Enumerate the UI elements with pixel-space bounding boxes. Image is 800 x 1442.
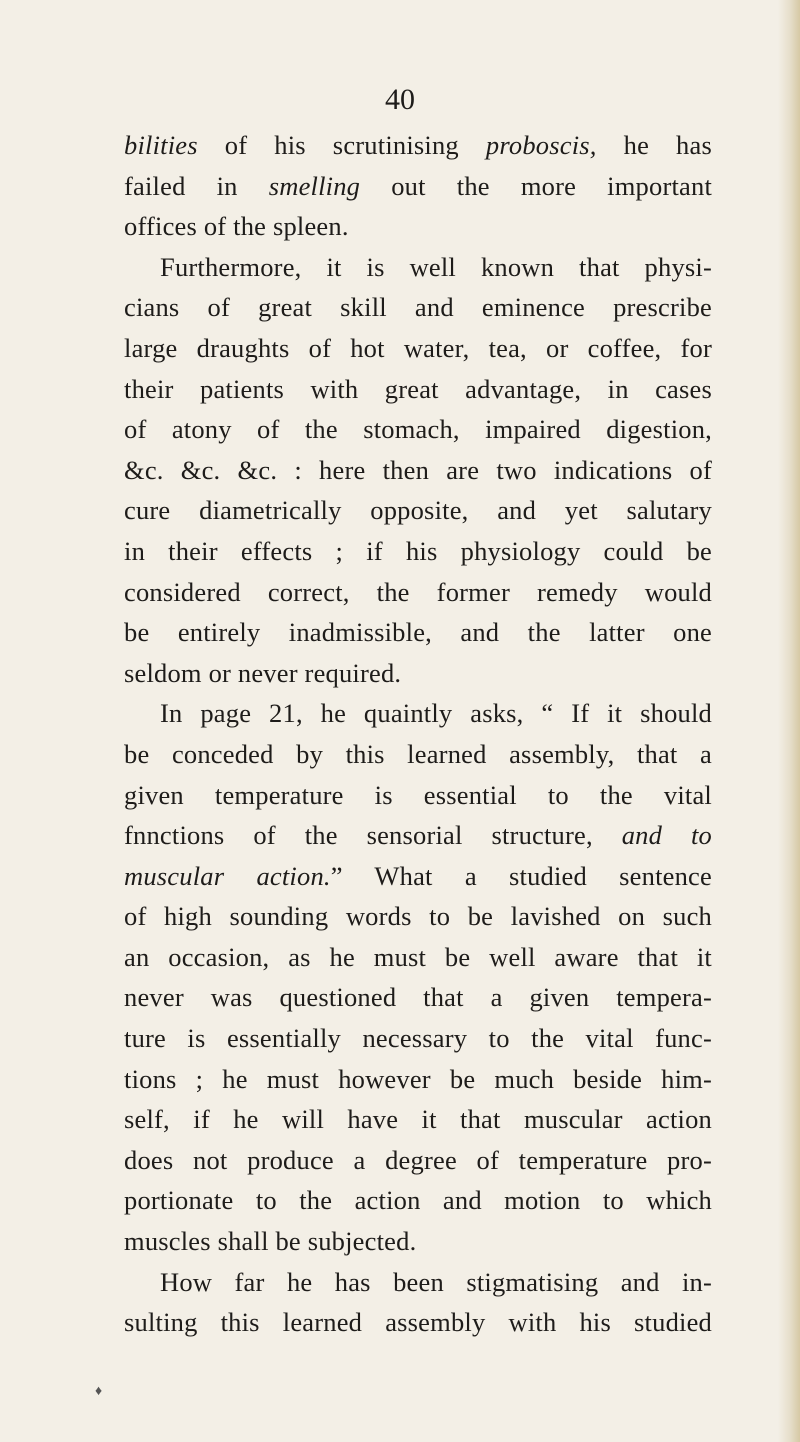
text-run: &c. &c. &c. : here then are two indications of [124,454,712,485]
text-run: of atony of the stomach, impaired digestion, [124,414,712,445]
page-number: 40 [385,83,415,116]
text-line [124,734,712,775]
text-line [124,206,712,247]
text-line [124,856,712,897]
italic-phrase: and to [621,820,712,851]
text-run: self, if he will have it that muscular action [124,1104,712,1135]
text-run: cure diametrically opposite, and yet salutary [124,495,712,526]
text-line [124,328,712,369]
text-run: portionate to the action and motion to which [124,1185,712,1216]
text-run: does not produce a degree of temperature pro- [124,1144,712,1175]
italic-phrase: proboscis, [485,130,597,160]
text-run: considered correct, the former remedy would [124,576,712,607]
text-run: failed in [124,170,269,201]
text-run: of his scrutinising [197,130,486,160]
text-line [124,1302,712,1343]
text-run: out the more important [360,170,713,201]
text-run: never was questioned that a given tempera- [124,982,712,1013]
text-run: given temperature is essential to the vital [124,779,712,810]
italic-phrase: smelling [268,170,361,201]
text-line [124,369,712,410]
text-line [124,693,712,734]
text-line [124,1140,712,1181]
text-run: be conceded by this learned assembly, that a [124,738,712,769]
text-line [124,1099,712,1140]
text-line [124,612,712,653]
text-line [124,287,712,328]
text-run: an occasion, as he must be well aware that it [124,941,712,972]
text-line [124,247,712,288]
text-run: Furthermore, it is well known that physi- [160,251,712,282]
page-edge-shadow [778,0,800,1442]
text-line [124,1180,712,1221]
text-run: sulting this learned assembly with his studied [124,1307,712,1338]
italic-phrase: bilities [124,130,198,160]
text-line [124,166,712,207]
text-run: he has [596,130,712,160]
text-run: be entirely inadmissible, and the latter one [124,617,712,648]
text-line [124,815,712,856]
text-run: cians of great skill and eminence prescribe [124,292,712,323]
text-run: muscles shall be subjected. [124,1226,417,1257]
text-run: In page 21, he quaintly asks, “ If it should [160,698,712,729]
text-line [124,977,712,1018]
text-run: offices of the spleen. [124,211,349,242]
text-line [124,572,712,613]
text-run: their patients with great advantage, in cases [124,373,712,404]
text-line [124,125,712,166]
text-run: seldom or never required. [124,657,402,688]
text-line [124,531,712,572]
text-line [124,653,712,694]
text-run: ” What a studied sentence [330,860,712,891]
text-line [124,1221,712,1262]
text-run: How far he has been stigmatising and in- [160,1266,712,1297]
text-line [124,937,712,978]
text-run: in their effects ; if his physiology could be [124,535,712,566]
text-run: fnnctions of the sensorial structure, [124,820,622,851]
text-line [124,490,712,531]
text-line [124,1262,712,1303]
text-run: of high sounding words to be lavished on such [124,901,712,932]
italic-phrase: muscular action. [124,860,331,891]
text-line [124,450,712,491]
body-text [124,125,712,1343]
text-run: large draughts of hot water, tea, or coffee, for [124,332,712,363]
text-run: ture is essentially necessary to the vital func- [124,1023,712,1054]
text-line [124,409,712,450]
text-line [124,896,712,937]
text-line [124,1018,712,1059]
stray-print-mark: ♦ [95,1384,103,1399]
text-line [124,775,712,816]
text-run: tions ; he must however be much beside him- [124,1063,712,1094]
text-line [124,1059,712,1100]
